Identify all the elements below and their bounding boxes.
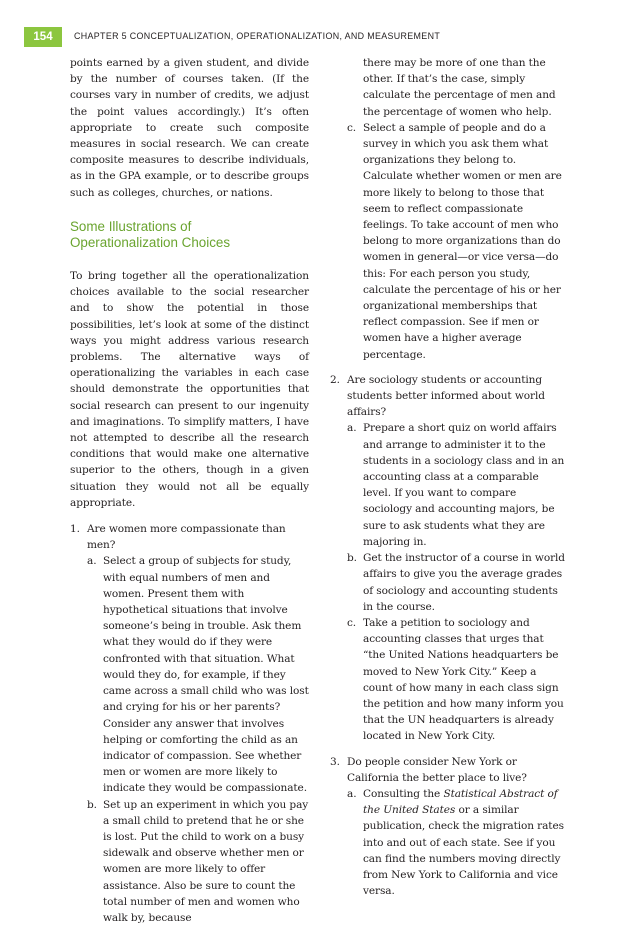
question-2-number: 2. bbox=[330, 373, 340, 386]
question-3-text: Do people consider New York or California the better place to live? bbox=[347, 755, 527, 784]
question-2b bbox=[330, 550, 566, 615]
right-column bbox=[330, 55, 566, 899]
question-3a bbox=[330, 786, 566, 899]
question-3-number: 3. bbox=[330, 755, 340, 768]
question-1c bbox=[330, 120, 566, 363]
page-number: 154 bbox=[24, 27, 62, 47]
question-1c-text: Select a sample of people and do a survey in which you ask them what organizations they belong to. Calculate whether women or men are more likely to belong to those that seem to reflect compassionate feelings. To take account of men who belong to more organizations than do women in general—or vice versa—do this: For each person you study, calculate the percentage of his or her organizational memberships that reflect compassion. See if men or women have a higher average percentage. bbox=[363, 121, 562, 361]
question-2a bbox=[330, 420, 566, 550]
question-1c-marker: c. bbox=[347, 121, 357, 134]
question-1 bbox=[70, 521, 309, 553]
left-column bbox=[70, 55, 309, 926]
section-heading-line1: Some Illustrations of bbox=[70, 218, 192, 234]
question-1a-text: Select a group of subjects for study, with equal numbers of men and women. Present them with hypothetical situations that involve someone’s being in trouble. Ask them what they would do if they were confronted with that situation. What would they do, for example, if they came across a small child who was lost and crying for his or her parents? Consider any answer that involves helping or comforting the child as an indicator of compassion. See whether men or women are more likely to indicate they would be compassionate. bbox=[103, 555, 309, 795]
question-1b bbox=[70, 797, 309, 926]
intro-paragraph: points earned by a given student, and divide by the number of courses taken. (If the courses vary in number of credits, we adjust the point values accordingly.) It’s often appropriate to create such composite measures in social research. We can create composite measures to describe individuals, as in the GPA example, or to describe groups such as colleges, churches, or nations. bbox=[70, 57, 309, 199]
question-1a bbox=[70, 553, 309, 796]
question-1b-marker: b. bbox=[87, 798, 97, 811]
question-3a-text-before: Consulting the bbox=[363, 787, 444, 800]
question-2 bbox=[330, 372, 566, 421]
question-2-text: Are sociology students or accounting students better informed about world affairs? bbox=[347, 373, 545, 419]
question-3a-marker: a. bbox=[347, 787, 357, 800]
question-3a-text-after: or a similar publication, check the migration rates into and out of each state. See if you can find the numbers moving directly from New York to California and vice versa. bbox=[363, 804, 564, 898]
question-1b-continuation: there may be more of one than the other. If that’s the case, simply calculate the percentage of men and the percentage of women who help. bbox=[363, 57, 556, 118]
question-2a-text: Prepare a short quiz on world affairs and arrange to administer it to the students in a sociology class and in an accounting class at a comparable level. If you want to compare sociology and accounting majors, be sure to ask students what they are majoring in. bbox=[363, 422, 565, 548]
section-heading-line2: Operationalization Choices bbox=[70, 235, 231, 251]
question-1-text: Are women more compassionate than men? bbox=[87, 523, 286, 552]
question-1b-text: Set up an experiment in which you pay a small child to pretend that he or she is lost. Put the child to work on a busy sidewalk and observe whether men or women are more likely to offer assistance. Also be sure to count the total number of men and women who walk by, because bbox=[103, 798, 309, 924]
question-3a-publication-title: Statistical Abstract of the United States bbox=[363, 787, 558, 817]
question-2b-marker: b. bbox=[347, 552, 357, 565]
running-header: CHAPTER 5 CONCEPTUALIZATION, OPERATIONALIZATION, AND MEASUREMENT bbox=[74, 31, 441, 41]
question-2c-text: Take a petition to sociology and accounting classes that urges that “the United Nations headquarters be moved to New York City.” Keep a count of how many in each class sign the petition and how many inform you that the UN headquarters is already located in New York City. bbox=[363, 616, 564, 743]
question-2a-marker: a. bbox=[347, 422, 357, 435]
body-paragraph: To bring together all the operationalization choices available to the social researcher and to show the potential in those possibilities, let’s look at some of the distinct ways you might address various research problems. The alternative ways of operationalizing the variables in each case should demonstrate the opportunities that social research can present to our ingenuity and imaginations. To simplify matters, I have not attempted to describe all the research conditions that would make one alternative superior to the others, though in a given situation they would not all be equally appropriate. bbox=[70, 270, 309, 509]
question-1-number: 1. bbox=[70, 523, 80, 536]
question-2c bbox=[330, 615, 566, 745]
question-2c-marker: c. bbox=[347, 616, 357, 629]
question-3 bbox=[330, 754, 566, 786]
section-heading bbox=[70, 219, 309, 252]
question-2b-text: Get the instructor of a course in world affairs to give you the average grades of sociology and accounting students in the course. bbox=[363, 552, 565, 613]
question-1a-marker: a. bbox=[87, 555, 97, 568]
